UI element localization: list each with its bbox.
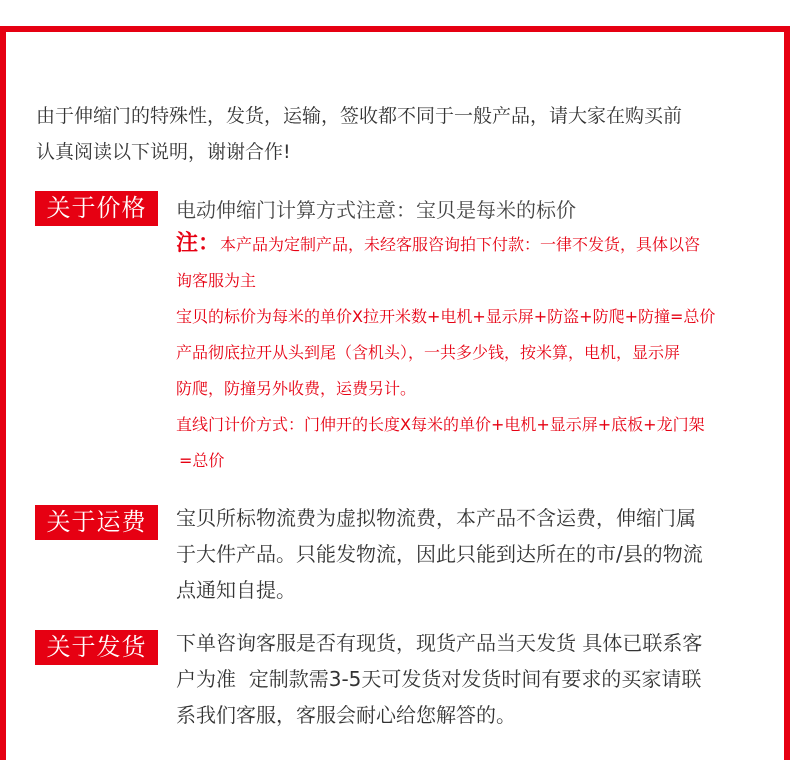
price-tag: 关于价格 bbox=[35, 191, 158, 226]
price-note bbox=[176, 226, 756, 263]
shipping-line-3: 点通知自提。 bbox=[176, 578, 296, 602]
shipping-line-1: 宝贝所标物流费为虚拟物流费，本产品不含运费，伸缩门属 bbox=[176, 506, 696, 530]
straight-line-1: 直线门计价方式：门伸开的长度X每米的单价+电机+显示屏+底板+龙门架 bbox=[176, 415, 705, 434]
formula-line-3: 防爬，防撞另外收费，运费另计。 bbox=[176, 379, 417, 398]
shipping-tag: 关于运费 bbox=[35, 505, 158, 540]
formula-line-2: 产品彻底拉开从头到尾（含机头），一共多少钱，按米算，电机，显示屏 bbox=[176, 343, 681, 362]
note-label: 注： bbox=[176, 231, 221, 256]
delivery-line-1: 下单咨询客服是否有现货，现货产品当天发货 具体已联系客 bbox=[176, 631, 703, 655]
delivery-tag: 关于发货 bbox=[35, 630, 158, 665]
price-section bbox=[176, 195, 756, 479]
formula-line-1: 宝贝的标价为每米的单价X拉开米数+电机+显示屏+防盗+防爬+防撞=总价 bbox=[176, 307, 716, 326]
intro-line-1: 由于伸缩门的特殊性，发货，运输，签收都不同于一般产品，请大家在购买前 bbox=[36, 105, 683, 127]
intro-paragraph bbox=[36, 98, 756, 170]
straight-line-2: =总价 bbox=[179, 451, 225, 470]
shipping-section bbox=[176, 500, 756, 608]
delivery-line-2: 户为准 定制款需3-5天可发货对发货时间有要求的买家请联 bbox=[176, 667, 702, 691]
note-line-2: 询客服为主 bbox=[176, 271, 257, 290]
price-title: 电动伸缩门计算方式注意：宝贝是每米的标价 bbox=[176, 198, 576, 222]
shipping-line-2: 于大件产品。只能发物流，因此只能到达所在的市/县的物流 bbox=[176, 542, 703, 566]
note-line-1: 本产品为定制产品，未经客服咨询拍下付款：一律不发货，具体以咨 bbox=[220, 235, 701, 254]
delivery-line-3: 系我们客服，客服会耐心给您解答的。 bbox=[176, 703, 516, 727]
delivery-section bbox=[176, 625, 756, 733]
intro-line-2: 认真阅读以下说明，谢谢合作! bbox=[36, 141, 291, 163]
